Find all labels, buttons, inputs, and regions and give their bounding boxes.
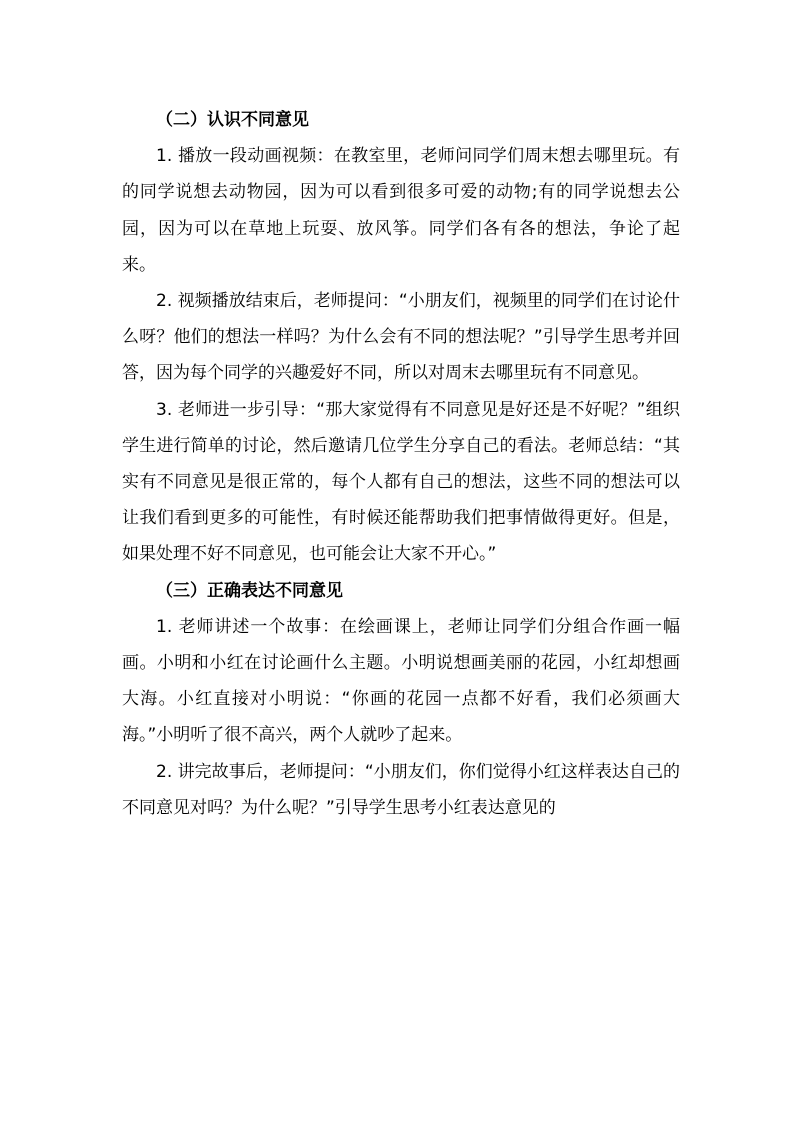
section-heading-recognize-opinions: （二）认识不同意见	[156, 110, 309, 130]
paragraph-teacher-question: 2. 视频播放结束后，老师提问：“小朋友们，视频里的同学们在讨论什么呀？他们的想法一样吗？为什么会有不同的想法呢？”引导学生思考并回答，因为每个同学的兴趣爱好不同，所以对周末去哪里玩有不同意见。	[122, 291, 680, 384]
document-body	[122, 102, 680, 826]
paragraph-video: 1. 播放一段动画视频：在教室里，老师问同学们周末想去哪里玩。有的同学说想去动物园，因为可以看到很多可爱的动物;有的同学说想去公园，因为可以在草地上玩耍、放风筝。同学们各有各的想法，争论了起来。	[122, 146, 680, 275]
paragraph-teacher-summary: 3. 老师进一步引导：“那大家觉得有不同意见是好还是不好呢？”组织学生进行简单的讨论，然后邀请几位学生分享自己的看法。老师总结：“其实有不同意见是很正常的，每个人都有自己的想法，这些不同的想法可以让我们看到更多的可能性，有时候还能帮助我们把事情做得更好。但是，如果处理不好不同意见，也可能会让大家不开心。”	[122, 399, 680, 565]
paragraph-story-question: 2. 讲完故事后，老师提问：“小朋友们，你们觉得小红这样表达自己的不同意见对吗？为什么呢？”引导学生思考小红表达意见的	[122, 761, 680, 818]
section-heading-express-opinions: （三）正确表达不同意见	[156, 580, 343, 601]
paragraph-story: 1. 老师讲述一个故事：在绘画课上，老师让同学们分组合作画一幅画。小明和小红在讨论画什么主题。小明说想画美丽的花园，小红却想画大海。小红直接对小明说：“你画的花园一点都不好看，我们必须画大海。”小明听了很不高兴，两个人就吵了起来。	[122, 616, 680, 746]
